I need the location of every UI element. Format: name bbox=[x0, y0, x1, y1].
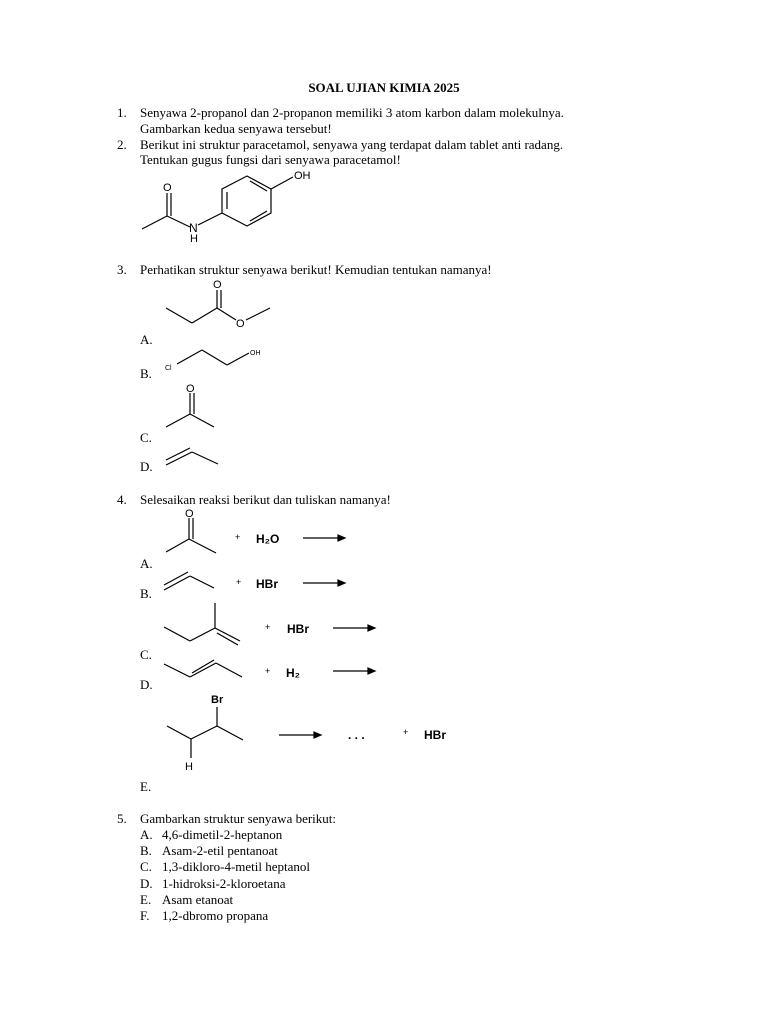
q5-item-a-letter: A. bbox=[140, 827, 153, 842]
q5-item-c-letter: C. bbox=[140, 859, 152, 874]
q4-e-plus: + bbox=[403, 727, 409, 737]
paracetamol-o-label: O bbox=[163, 182, 172, 194]
q5-item-a-name: 4,6-dimetil-2-heptanon bbox=[162, 827, 283, 842]
q3-text: Perhatikan struktur senyawa berikut! Kemudian tentukan namanya! bbox=[140, 262, 492, 277]
q4-reaction-e bbox=[167, 694, 446, 773]
q2-text-line1: Berikut ini struktur paracetamol, senyawa yang terdapat dalam tablet anti radang. bbox=[140, 137, 564, 152]
q4-number: 4. bbox=[117, 492, 127, 507]
q4-reaction-a bbox=[166, 508, 345, 553]
q5-item-e-name: Asam etanoat bbox=[162, 892, 234, 907]
q4-c-reagent: HBr bbox=[287, 622, 310, 636]
q4-e-br-label: Br bbox=[211, 694, 224, 706]
q4-d-plus: + bbox=[265, 666, 271, 676]
q5-item-c-name: 1,3-dikloro-4-metil heptanol bbox=[162, 859, 311, 874]
q4-b-plus: + bbox=[236, 577, 242, 587]
q4-reaction-d bbox=[164, 660, 375, 680]
q4-d-reagent: H₂ bbox=[286, 666, 300, 680]
q1-number: 1. bbox=[117, 105, 127, 120]
q4-e-product-dots: . . . bbox=[348, 728, 365, 742]
q5-item-b-letter: B. bbox=[140, 843, 152, 858]
q4-text: Selesaikan reaksi berikut dan tuliskan namanya! bbox=[140, 492, 391, 507]
q4-b-reagent: HBr bbox=[256, 577, 279, 591]
q4-reaction-c bbox=[164, 603, 375, 645]
q5-item-d-name: 1-hidroksi-2-kloroetana bbox=[162, 876, 286, 891]
q4-reaction-b bbox=[164, 572, 345, 591]
q5-item-f-letter: F. bbox=[140, 908, 150, 923]
q3-b-cl-label: Cl bbox=[165, 365, 172, 372]
q4-e-reagent: HBr bbox=[424, 728, 447, 742]
q3-c-o-label: O bbox=[186, 383, 195, 395]
q5-number: 5. bbox=[117, 811, 127, 826]
paracetamol-n-label: N bbox=[189, 221, 198, 235]
q4-e-h-label: H bbox=[185, 761, 193, 773]
q4-option-e: E. bbox=[140, 779, 152, 794]
q4-option-c: C. bbox=[140, 647, 152, 662]
q5-text: Gambarkan struktur senyawa berikut: bbox=[140, 811, 337, 826]
q2-text-line2: Tentukan gugus fungsi dari senyawa paracetamol! bbox=[140, 152, 401, 167]
q1-text-line1: Senyawa 2-propanol dan 2-propanon memiliki 3 atom karbon dalam molekulnya. bbox=[140, 105, 564, 120]
paracetamol-oh-label: OH bbox=[294, 170, 311, 182]
q3-a-ester-o-label: O bbox=[236, 318, 245, 330]
q5-item-e-letter: E. bbox=[140, 892, 152, 907]
q3-option-b: B. bbox=[140, 366, 152, 381]
q4-a-reagent: H₂O bbox=[256, 532, 280, 546]
q3-option-c: C. bbox=[140, 430, 152, 445]
q4-a-o-label: O bbox=[185, 508, 194, 520]
q4-option-b: B. bbox=[140, 586, 152, 601]
q4-option-a: A. bbox=[140, 556, 153, 571]
q4-a-plus: + bbox=[235, 532, 241, 542]
q3-b-oh-label: OH bbox=[250, 350, 261, 357]
q2-number: 2. bbox=[117, 137, 127, 152]
q3-option-a: A. bbox=[140, 332, 153, 347]
q3-a-carbonyl-o-label: O bbox=[213, 279, 222, 291]
q1-text-line2: Gambarkan kedua senyawa tersebut! bbox=[140, 121, 332, 136]
q4-option-d: D. bbox=[140, 677, 153, 692]
q3-number: 3. bbox=[117, 262, 127, 277]
q5-item-f-name: 1,2-dbromo propana bbox=[162, 908, 269, 923]
paracetamol-h-label: H bbox=[190, 233, 198, 245]
q4-c-plus: + bbox=[265, 622, 271, 632]
q5-item-d-letter: D. bbox=[140, 876, 153, 891]
q5-item-b-name: Asam-2-etil pentanoat bbox=[162, 843, 278, 858]
q3-option-d: D. bbox=[140, 459, 153, 474]
page-title: SOAL UJIAN KIMIA 2025 bbox=[308, 80, 460, 95]
